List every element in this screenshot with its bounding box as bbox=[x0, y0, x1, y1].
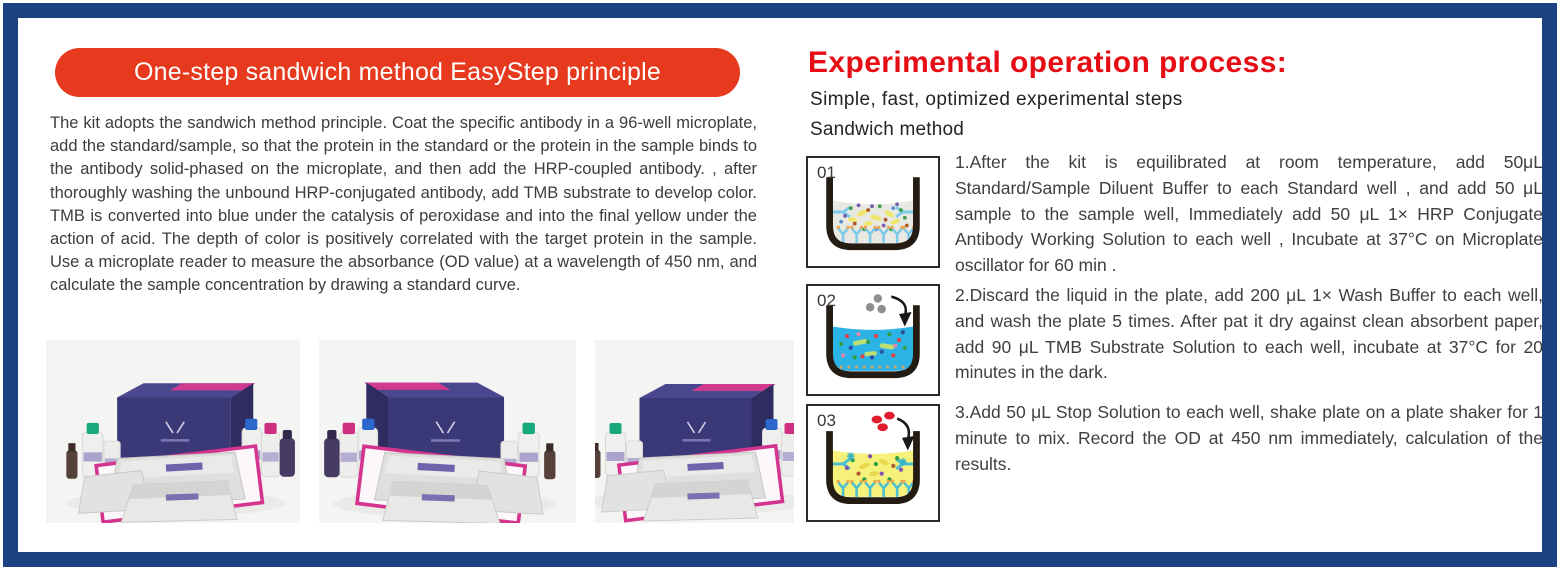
kit-principle-description: The kit adopts the sandwich method principle. Coat the specific antibody in a 96-well microplate, add the standard/sample, so that the protein in the standard or the protein in the sample binds to the antibody solid-phased on the microplate, and then add the HRP-coupled antibody. , after thoroughly washing the unbound HRP-conjugated antibody, add TMB substrate to develop color. TMB is converted into blue under the catalysis of peroxidase and into the final yellow under the action of acid. The depth of color is positively correlated with the target protein in the sample. Use a microplate reader to measure the absorbance (OD value) at a wavelength of 450 nm, and calculate the sample concentration by drawing a standard curve. bbox=[50, 114, 757, 295]
elisa-kit-illustration bbox=[319, 340, 576, 523]
step3-diagram-box bbox=[806, 404, 940, 522]
principle-banner-label: One-step sandwich method EasyStep principle bbox=[134, 58, 661, 86]
elisa-kit-photo-2 bbox=[319, 340, 576, 523]
process-subtitle: Simple, fast, optimized experimental steps bbox=[810, 89, 1183, 110]
step1-number: 01 bbox=[817, 163, 836, 182]
elisa-kit-photo-1 bbox=[46, 340, 300, 523]
step1-diagram-box bbox=[806, 156, 940, 268]
elisa-kit-illustration bbox=[46, 340, 300, 523]
process-title: Experimental operation process: bbox=[808, 46, 1288, 79]
stop-solution-drop-dots bbox=[872, 412, 895, 431]
product-photo-row bbox=[46, 340, 794, 523]
antibody-tip-dots bbox=[837, 480, 916, 483]
wash-buffer-drop-dots bbox=[866, 294, 886, 313]
step2-diagram-box bbox=[806, 284, 940, 396]
elisa-kit-photo-3 bbox=[595, 340, 794, 523]
step3-text: 3.Add 50 μL Stop Solution to each well, shake plate on a plate shaker for 1 minute to mix. Record the OD at 450 nm immediately, calculation of the results. bbox=[955, 402, 1543, 474]
principle-banner bbox=[55, 48, 740, 97]
dropper-arrow-icon bbox=[897, 419, 914, 451]
step2-text: 2.Discard the liquid in the plate, add 200 μL 1× Wash Buffer to each well, and wash the plate 5 times. After pat it dry against clean absorbent paper, add 90 μL TMB Substrate Solution to each well, incubate at 37°C for 20 minutes in the dark. bbox=[955, 285, 1543, 383]
dropper-arrow-icon bbox=[891, 297, 911, 327]
step2-number: 02 bbox=[817, 291, 836, 310]
method-label: Sandwich method bbox=[810, 119, 965, 140]
step3-number: 03 bbox=[817, 411, 836, 430]
elisa-kit-illustration bbox=[595, 340, 794, 523]
step1-text: 1.After the kit is equilibrated at room temperature, add 50μL Standard/Sample Diluent Buffer to each Standard well , and add 50 μL sample to the sample well, Immediately add 50 μL 1× HRP Conjugate Antibody Working Solution to each well , Incubate at 37°C on Microplate oscillator for 60 min . bbox=[955, 152, 1543, 276]
antibody-tip-dots bbox=[837, 226, 915, 229]
